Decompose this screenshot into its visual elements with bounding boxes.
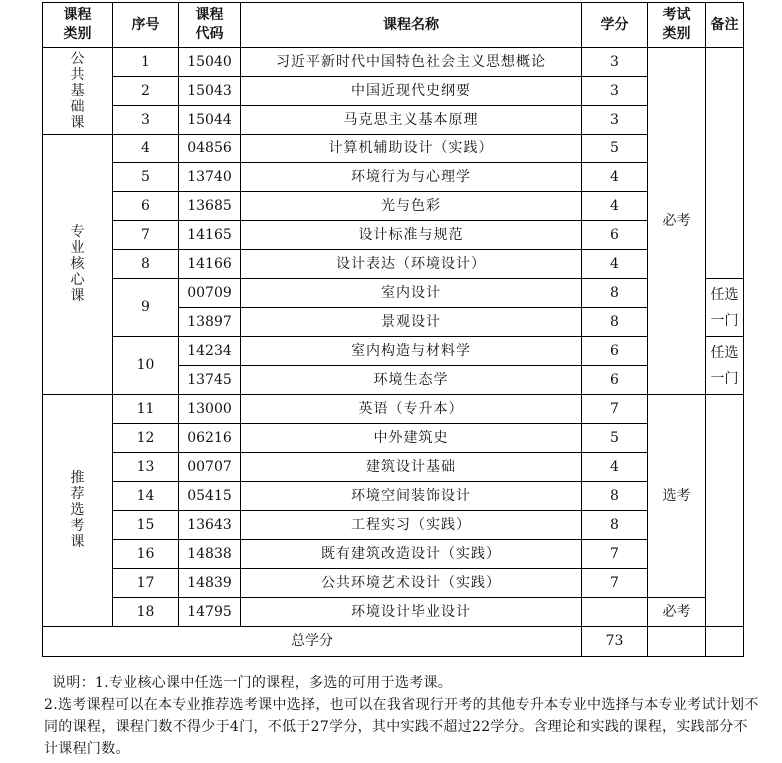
row-name: 设计表达（环境设计） bbox=[241, 250, 582, 279]
row-credits: 7 bbox=[582, 395, 648, 424]
row-seq: 7 bbox=[113, 221, 179, 250]
row-name: 公共环境艺术设计（实践） bbox=[241, 569, 582, 598]
row-credits: 3 bbox=[582, 106, 648, 135]
row-credits: 4 bbox=[582, 453, 648, 482]
row-code: 13745 bbox=[179, 366, 241, 395]
row-name: 工程实习（实践） bbox=[241, 511, 582, 540]
exam-type-required: 必考 bbox=[648, 48, 706, 395]
row-code: 13897 bbox=[179, 308, 241, 337]
row-credits: 3 bbox=[582, 77, 648, 106]
row-seq: 3 bbox=[113, 106, 179, 135]
row-name: 设计标准与规范 bbox=[241, 221, 582, 250]
row-seq: 18 bbox=[113, 598, 179, 627]
category-recommended: 推荐选考课 bbox=[43, 395, 113, 627]
row-seq: 6 bbox=[113, 192, 179, 221]
row-seq: 10 bbox=[113, 337, 179, 395]
table-row bbox=[43, 511, 744, 540]
table-row bbox=[43, 424, 744, 453]
row-seq: 16 bbox=[113, 540, 179, 569]
row-name: 计算机辅助设计（实践） bbox=[241, 135, 582, 163]
row-name: 习近平新时代中国特色社会主义思想概论 bbox=[241, 48, 582, 77]
exam-type-required-final: 必考 bbox=[648, 598, 706, 627]
row-credits bbox=[582, 598, 648, 627]
header-remark: 备注 bbox=[706, 3, 744, 48]
row-seq: 17 bbox=[113, 569, 179, 598]
row-name: 中国近现代史纲要 bbox=[241, 77, 582, 106]
table-row bbox=[43, 106, 744, 135]
row-name: 英语（专升本） bbox=[241, 395, 582, 424]
row-code: 14795 bbox=[179, 598, 241, 627]
remark-empty bbox=[706, 395, 744, 627]
row-name: 建筑设计基础 bbox=[241, 453, 582, 482]
row-seq: 9 bbox=[113, 279, 179, 337]
row-credits: 4 bbox=[582, 163, 648, 192]
row-seq: 4 bbox=[113, 135, 179, 163]
row-name: 马克思主义基本原理 bbox=[241, 106, 582, 135]
row-code: 13740 bbox=[179, 163, 241, 192]
remark-empty bbox=[706, 48, 744, 279]
row-name: 室内构造与材料学 bbox=[241, 337, 582, 366]
row-code: 13000 bbox=[179, 395, 241, 424]
header-exam-type: 考试类别 bbox=[648, 3, 706, 48]
row-name: 中外建筑史 bbox=[241, 424, 582, 453]
row-credits: 6 bbox=[582, 337, 648, 366]
header-seq: 序号 bbox=[113, 3, 179, 48]
total-label: 总学分 bbox=[43, 627, 582, 657]
total-empty bbox=[648, 627, 706, 657]
row-seq: 8 bbox=[113, 250, 179, 279]
row-name: 环境行为与心理学 bbox=[241, 163, 582, 192]
header-code: 课程代码 bbox=[179, 3, 241, 48]
total-value: 73 bbox=[582, 627, 648, 657]
table-header-row bbox=[43, 3, 744, 48]
exam-type-elective: 选考 bbox=[648, 395, 706, 598]
row-credits: 8 bbox=[582, 308, 648, 337]
header-category: 课程类别 bbox=[43, 3, 113, 48]
row-code: 00707 bbox=[179, 453, 241, 482]
row-code: 14838 bbox=[179, 540, 241, 569]
table-row bbox=[43, 135, 744, 163]
table-row bbox=[43, 453, 744, 482]
row-code: 05415 bbox=[179, 482, 241, 511]
table-row bbox=[43, 598, 744, 627]
row-seq: 12 bbox=[113, 424, 179, 453]
table-row bbox=[43, 192, 744, 221]
row-name: 景观设计 bbox=[241, 308, 582, 337]
row-credits: 8 bbox=[582, 511, 648, 540]
row-credits: 8 bbox=[582, 279, 648, 308]
row-credits: 4 bbox=[582, 250, 648, 279]
row-code: 15043 bbox=[179, 77, 241, 106]
row-seq: 1 bbox=[113, 48, 179, 77]
table-row bbox=[43, 221, 744, 250]
table-row bbox=[43, 337, 744, 366]
table-row bbox=[43, 540, 744, 569]
row-seq: 2 bbox=[113, 77, 179, 106]
table-row bbox=[43, 482, 744, 511]
row-code: 14839 bbox=[179, 569, 241, 598]
row-seq: 14 bbox=[113, 482, 179, 511]
table-row bbox=[43, 569, 744, 598]
row-name: 环境生态学 bbox=[241, 366, 582, 395]
row-credits: 3 bbox=[582, 48, 648, 77]
remark-choose-one: 任选一门 bbox=[706, 279, 744, 337]
row-name: 室内设计 bbox=[241, 279, 582, 308]
row-credits: 7 bbox=[582, 540, 648, 569]
row-code: 15040 bbox=[179, 48, 241, 77]
row-seq: 11 bbox=[113, 395, 179, 424]
row-seq: 15 bbox=[113, 511, 179, 540]
table-row bbox=[43, 279, 744, 308]
row-code: 04856 bbox=[179, 135, 241, 163]
total-empty bbox=[706, 627, 744, 657]
note-line-2: 2.选考课程可以在本专业推荐选考课中选择，也可以在我省现行开考的其他专升本专业中选择与本专业考试计划不同的课程，课程门数不得少于4门，不低于27学分，其中实践不超过22学分。含理论和实践的课程，实践部分不计课程门数。 bbox=[44, 697, 759, 757]
row-name: 环境空间装饰设计 bbox=[241, 482, 582, 511]
table-row bbox=[43, 163, 744, 192]
table-row bbox=[43, 48, 744, 77]
row-code: 14234 bbox=[179, 337, 241, 366]
table-row bbox=[43, 395, 744, 424]
row-name: 既有建筑改造设计（实践） bbox=[241, 540, 582, 569]
row-credits: 6 bbox=[582, 366, 648, 395]
row-credits: 8 bbox=[582, 482, 648, 511]
row-code: 14166 bbox=[179, 250, 241, 279]
total-row bbox=[43, 627, 744, 657]
row-seq: 5 bbox=[113, 163, 179, 192]
row-name: 光与色彩 bbox=[241, 192, 582, 221]
row-credits: 5 bbox=[582, 135, 648, 163]
row-credits: 4 bbox=[582, 192, 648, 221]
row-code: 00709 bbox=[179, 279, 241, 308]
header-name: 课程名称 bbox=[241, 3, 582, 48]
row-credits: 6 bbox=[582, 221, 648, 250]
category-public: 公共基础课 bbox=[43, 48, 113, 135]
row-credits: 5 bbox=[582, 424, 648, 453]
notes bbox=[44, 672, 760, 760]
table-row bbox=[43, 250, 744, 279]
row-code: 06216 bbox=[179, 424, 241, 453]
table-row bbox=[43, 77, 744, 106]
course-plan-table bbox=[42, 2, 744, 657]
row-credits: 7 bbox=[582, 569, 648, 598]
row-code: 14165 bbox=[179, 221, 241, 250]
row-code: 13685 bbox=[179, 192, 241, 221]
row-name: 环境设计毕业设计 bbox=[241, 598, 582, 627]
row-code: 13643 bbox=[179, 511, 241, 540]
header-credits: 学分 bbox=[582, 3, 648, 48]
note-line-1: 说明：1.专业核心课中任选一门的课程，多选的可用于选考课。 bbox=[52, 675, 453, 691]
row-seq: 13 bbox=[113, 453, 179, 482]
remark-choose-one: 任选一门 bbox=[706, 337, 744, 395]
category-core: 专业核心课 bbox=[43, 135, 113, 395]
row-code: 15044 bbox=[179, 106, 241, 135]
